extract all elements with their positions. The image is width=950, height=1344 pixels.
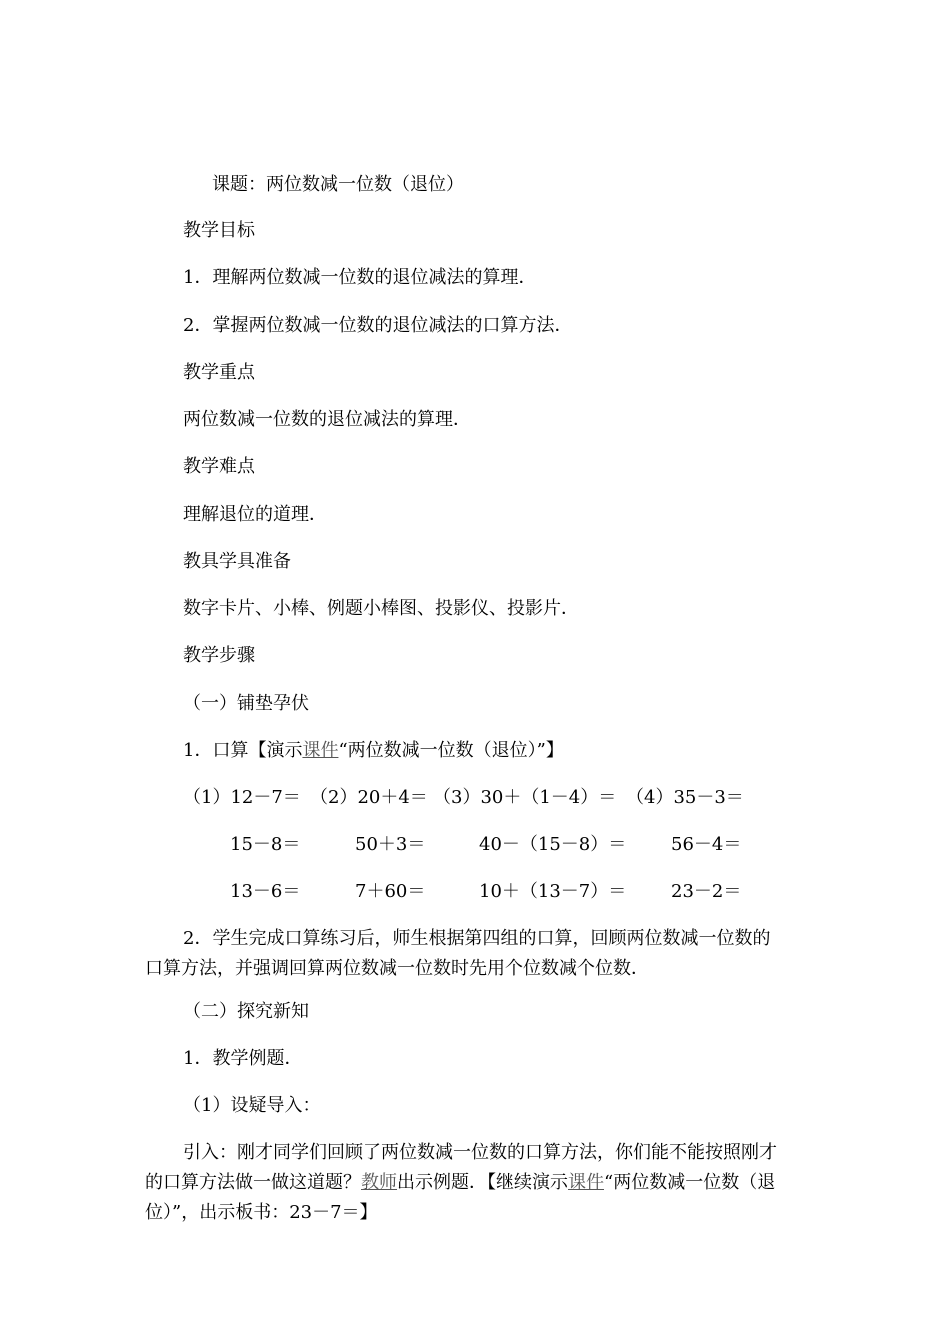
math-cell-3-3: 10＋（13－7）＝ bbox=[479, 881, 627, 902]
math-cell-3-1: 13－6＝ bbox=[230, 881, 301, 902]
goals-heading: 教学目标 bbox=[183, 220, 255, 241]
difficulty-text: 理解退位的道理． bbox=[183, 504, 327, 525]
math-cell-2-1: 15－8＝ bbox=[230, 834, 301, 855]
math-cell-1-4: （4）35－3＝ bbox=[626, 787, 744, 808]
math-cell-2-4: 56－4＝ bbox=[671, 834, 742, 855]
math-cell-1-1: （1）12－7＝ bbox=[183, 787, 301, 808]
teacher-link[interactable]: 教师 bbox=[361, 1172, 397, 1193]
difficulty-heading: 教学难点 bbox=[183, 456, 255, 477]
tools-heading: 教具学具准备 bbox=[183, 551, 291, 572]
intro-text-3: “两位数减一位数（退位）”，出示板书：23－7＝】 bbox=[145, 1172, 776, 1223]
oral-calc-line bbox=[183, 739, 564, 763]
goal-item-2: 2．掌握两位数减一位数的退位减法的口算方法． bbox=[183, 315, 573, 336]
key-heading: 教学重点 bbox=[183, 362, 255, 383]
sub-heading: （1）设疑导入： bbox=[183, 1095, 321, 1116]
courseware-link[interactable]: 课件 bbox=[302, 740, 339, 761]
math-cell-2-3: 40－（15－8）＝ bbox=[479, 834, 627, 855]
math-cell-3-4: 23－2＝ bbox=[671, 881, 742, 902]
section-1-heading: （一）铺垫孕伏 bbox=[183, 693, 309, 714]
review-paragraph: 2．学生完成口算练习后，师生根据第四组的口算，回顾两位数减一位数的口算方法，并强调回算两位数减一位数时先用个位数减个位数． bbox=[145, 928, 771, 979]
math-cell-3-2: 7＋60＝ bbox=[355, 881, 426, 902]
math-cell-1-2: （2）20＋4＝ bbox=[310, 787, 428, 808]
key-text: 两位数减一位数的退位减法的算理． bbox=[183, 409, 471, 430]
math-cell-2-2: 50＋3＝ bbox=[355, 834, 426, 855]
intro-text-1: 引入：刚才同学们回顾了两位数减一位数的口算方法，你们能不能按照刚才的口算方法做一做这道题？ bbox=[145, 1142, 777, 1193]
oral-calc-prefix: 1．口算【演示 bbox=[183, 740, 303, 761]
math-cell-1-3: （3）30＋（1－4）＝ bbox=[433, 787, 617, 808]
example-heading: 1．教学例题． bbox=[183, 1048, 303, 1069]
intro-paragraph bbox=[145, 1138, 785, 1228]
section-2-heading: （二）探究新知 bbox=[183, 1001, 309, 1022]
courseware-link-2[interactable]: 课件 bbox=[568, 1172, 604, 1193]
intro-text-2: 出示例题．【继续演示 bbox=[397, 1172, 568, 1193]
steps-heading: 教学步骤 bbox=[183, 645, 255, 666]
oral-calc-suffix: “两位数减一位数（退位）”】 bbox=[338, 740, 564, 761]
lesson-title: 课题：两位数减一位数（退位） bbox=[212, 174, 464, 195]
tools-text: 数字卡片、小棒、例题小棒图、投影仪、投影片． bbox=[183, 598, 579, 619]
goal-item-1: 1．理解两位数减一位数的退位减法的算理． bbox=[183, 267, 537, 288]
